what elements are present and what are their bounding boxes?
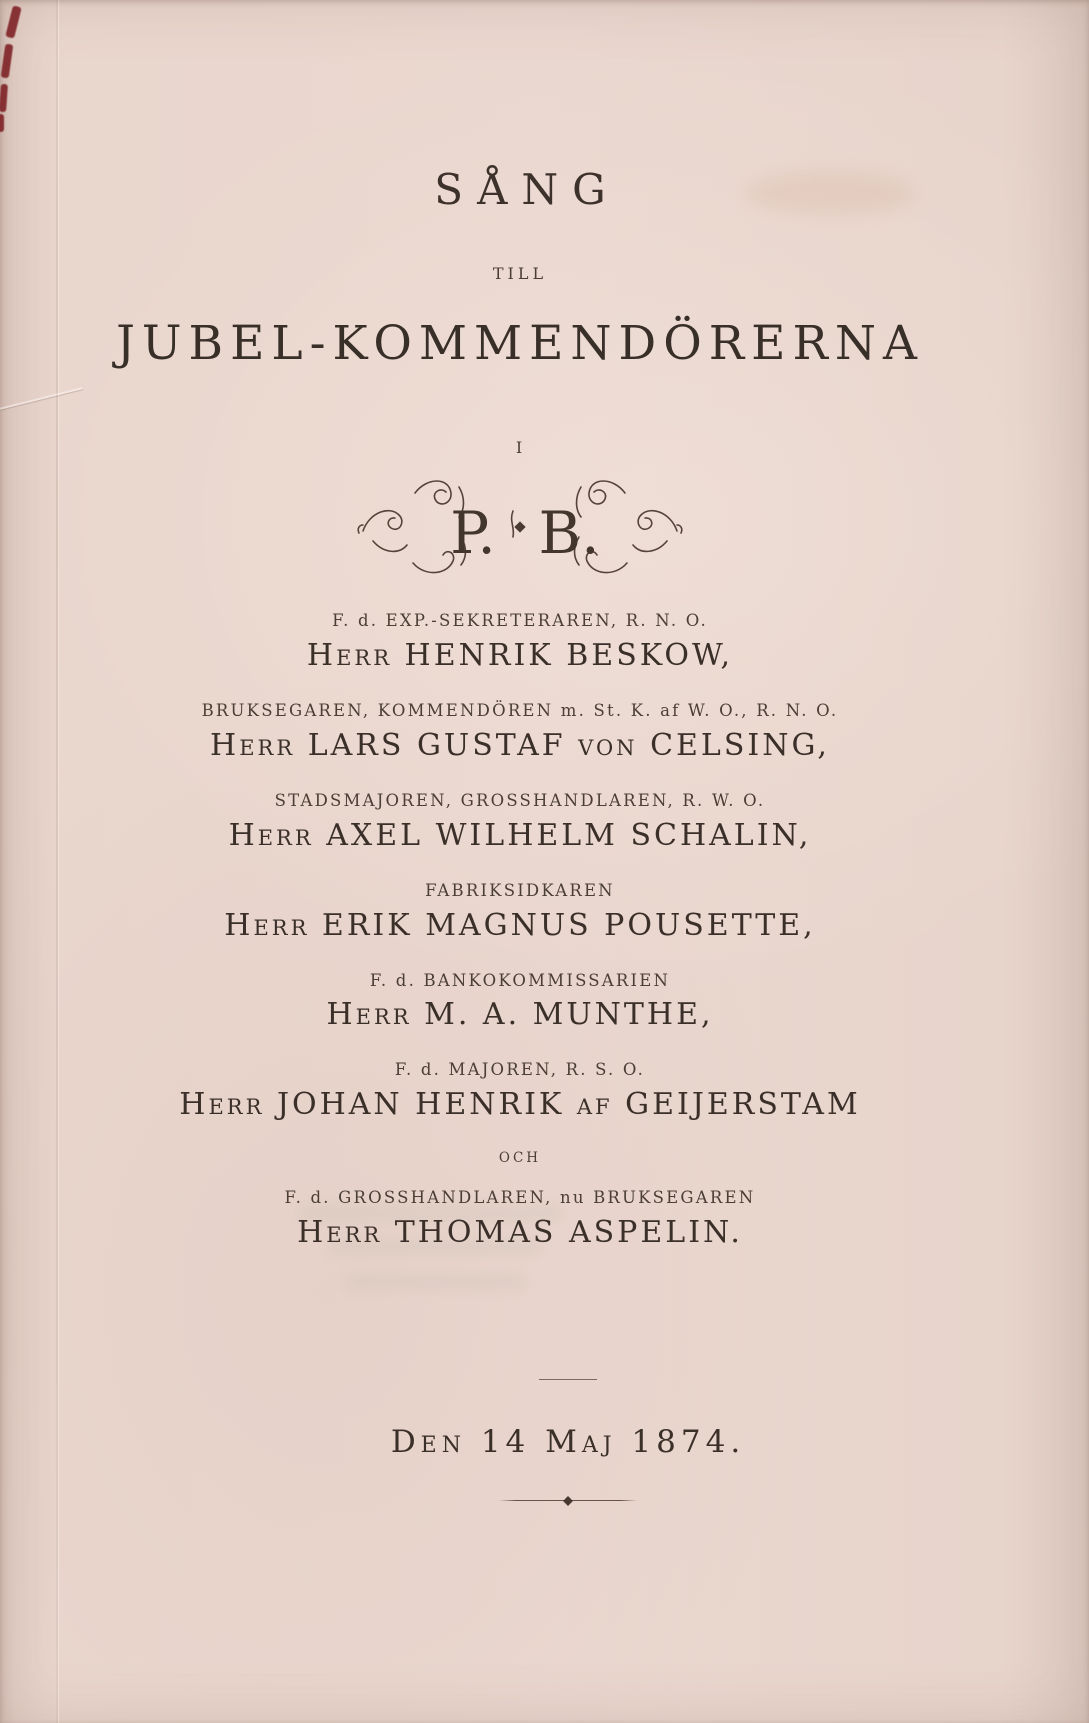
honoree-descriptor: BRUKSEGAREN, KOMMENDÖREN m. St. K. af W. O., R. N. O.: [201, 701, 839, 721]
honoree-descriptor: F. d. EXP.-SEKRETERAREN, R. N. O.: [332, 611, 708, 631]
conjunction-och: OCH: [498, 1150, 542, 1167]
honoree-descriptor: STADSMAJOREN, GROSSHANDLAREN, R. W. O.: [274, 791, 766, 811]
honoree-descriptor: F. d. MAJOREN, R. S. O.: [394, 1060, 646, 1080]
honoree-entry: [0, 881, 1089, 944]
honoree-descriptor: FABRIKSIDKAREN: [425, 880, 615, 900]
honoree-descriptor: F. d. GROSSHANDLAREN, nu BRUKSEGAREN: [284, 1188, 756, 1208]
preposition-i: I: [515, 438, 525, 458]
monogram-letter-p: P.: [450, 499, 496, 568]
honoree-name: Herr JOHAN HENRIK af GEIJERSTAM: [179, 1087, 861, 1123]
honoree-name: Herr AXEL WILHELM SCHALIN,: [228, 817, 812, 853]
diamond-rule: [499, 1496, 637, 1505]
honoree-entry: [0, 1188, 1089, 1251]
honoree-list: [0, 611, 1089, 1251]
date-line: Den 14 Maj 1874.: [390, 1424, 746, 1461]
separator-rule: [539, 1379, 597, 1380]
monogram-center-diamond: [514, 522, 525, 533]
honoree-name: Herr HENRIK BESKOW,: [306, 638, 734, 674]
honoree-name: Herr M. A. MUNTHE,: [326, 997, 714, 1033]
honoree-entry: [0, 791, 1089, 854]
diamond-ornament: [563, 1496, 573, 1506]
monogram-center-leaf: [512, 511, 514, 537]
pb-monogram: [0, 471, 1089, 583]
honoree-entry: [0, 971, 1089, 1034]
honoree-name: Herr LARS GUSTAF von CELSING,: [210, 728, 830, 764]
honoree-entry: [0, 701, 1089, 764]
monogram-letter-b: B.: [538, 499, 600, 568]
pb-monogram-ornament: [355, 471, 685, 579]
honoree-name: Herr ERIK MAGNUS POUSETTE,: [224, 907, 816, 943]
main-title: JUBEL-KOMMENDÖRERNA: [116, 316, 924, 372]
honoree-entry: [0, 1060, 1089, 1123]
subtitle-till: TILL: [492, 264, 548, 284]
honoree-entry: [0, 611, 1089, 674]
honoree-descriptor: F. d. BANKOKOMMISSARIEN: [369, 970, 671, 990]
song-title: SÅNG: [434, 165, 620, 214]
honoree-name: Herr THOMAS ASPELIN.: [297, 1215, 743, 1251]
